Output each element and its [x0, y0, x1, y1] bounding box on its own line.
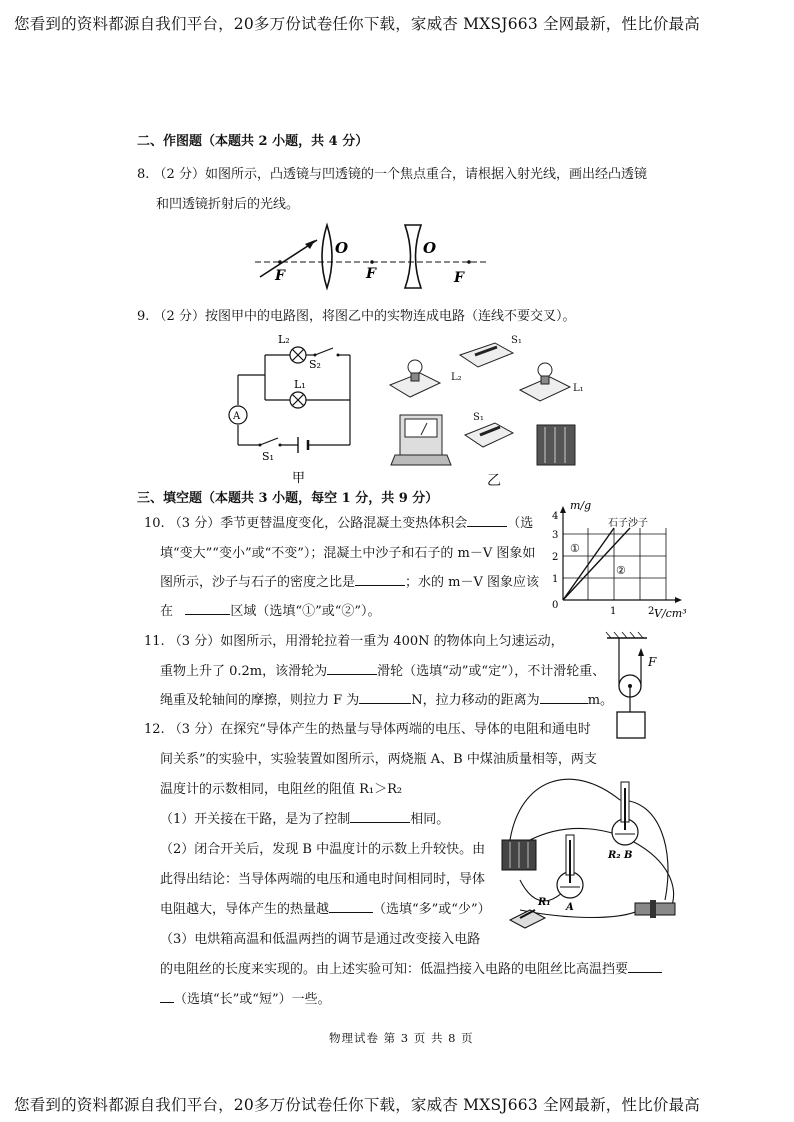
question-12-part1: （1）开关接在干路，是为了控制 相同。 — [160, 812, 450, 827]
page-footer: 物理试卷 第 3 页 共 8 页 — [329, 1031, 474, 1045]
battery-pack — [502, 840, 536, 870]
answer-blank[interactable] — [160, 991, 174, 1003]
section-three-title: 三、填空题（本题共 3 小题，每空 1 分，共 9 分） — [137, 491, 439, 506]
x-tick-label: 1 — [610, 606, 617, 617]
switch-component — [510, 910, 545, 928]
watermark-banner-bottom: 您看到的资料都源自我们平台，20多万份试卷任你下载，家威杏 MXSJ663 全网最新，性比价最高 — [14, 1096, 701, 1114]
lamp-l1-component — [520, 363, 570, 401]
switch-s1-component — [465, 423, 513, 447]
label-l2-yi: L₂ — [451, 372, 462, 383]
label-s1: S₁ — [262, 450, 274, 463]
grid — [563, 528, 666, 600]
answer-blank[interactable] — [628, 961, 662, 973]
answer-blank[interactable] — [327, 663, 377, 675]
lamp-l2-component — [390, 360, 440, 397]
x-axis-arrow-icon — [675, 597, 682, 603]
label-s2: S₂ — [309, 358, 321, 371]
question-10-line2: 填“变大”“变小”或“不变”）；混凝土中沙子和石子的 m－V 图象如 — [160, 546, 536, 561]
question-8-line1: 8. （2 分）如图所示，凸透镜与凹透镜的一个焦点重合，请根据入射光线，画出经凸透镜 — [137, 167, 647, 182]
label-l1-yi: L₁ — [573, 383, 584, 394]
question-12-part3a: （3）电烘箱高温和低温两挡的调节是通过改变接入电路 — [160, 932, 481, 947]
label-s1-yi: S₁ — [473, 412, 484, 423]
y-axis-label: m/g — [570, 499, 592, 512]
question-8-line2: 和凹透镜折射后的光线。 — [156, 197, 300, 212]
label-jia: 甲 — [292, 471, 306, 486]
series-legend: 石子沙子 — [608, 518, 648, 529]
lens-diagram — [255, 220, 495, 290]
lens-label-o: O — [335, 239, 349, 257]
question-12-part3b: 的电阻丝的长度来实现的。由上述实验可知：低温挡接入电路的电阻丝比高温挡要 — [160, 958, 662, 977]
pulley-diagram — [605, 632, 675, 747]
rheostat-component — [635, 900, 675, 918]
force-arrow-icon — [638, 648, 644, 656]
mass-volume-graph — [548, 500, 698, 625]
label-a: A — [566, 902, 574, 913]
x-tick-label: 2 — [648, 606, 655, 617]
section-two-title: 二、作图题（本题共 2 小题，共 4 分） — [137, 134, 369, 149]
y-tick-label: 1 — [552, 574, 559, 585]
y-tick-label: 4 — [552, 511, 559, 522]
answer-blank[interactable] — [355, 574, 405, 586]
flask-b — [612, 782, 638, 845]
y-tick-label: 0 — [552, 600, 559, 611]
switch-s2-component — [460, 343, 513, 367]
label-s1-top: S₁ — [511, 335, 522, 346]
label-r2: R₂ — [608, 850, 621, 861]
y-tick-label: 3 — [552, 530, 559, 541]
label-r1: R₁ — [538, 897, 551, 908]
battery-component — [537, 425, 575, 465]
focus-label: F — [454, 270, 464, 286]
physical-circuit-yi — [385, 325, 595, 495]
convex-lens — [322, 225, 332, 288]
heating-experiment-diagram — [490, 760, 690, 930]
question-12-part2c: 电阻越大，导体产生的热量越 （选填“多”或“少”） — [160, 902, 491, 917]
question-12-line1: 12. （3 分）在探究“导体产生的热量与导体两端的电压、导体的电阻和通电时 — [144, 722, 591, 737]
region-1-label: ① — [570, 542, 580, 555]
y-tick-label: 2 — [552, 552, 559, 563]
question-12-part2b: 此得出结论：当导体两端的电压和通电时间相同时，导体 — [160, 872, 486, 887]
y-axis-arrow-icon — [560, 506, 566, 513]
flask-a — [557, 835, 583, 898]
question-11-line1: 11. （3 分）如图所示，用滑轮拉着一重为 400N 的物体向上匀速运动， — [144, 634, 564, 649]
label-l2: L₂ — [278, 333, 290, 346]
answer-blank[interactable] — [350, 811, 410, 823]
focus-point — [370, 260, 374, 264]
question-12-part2a: （2）闭合开关后，发现 B 中温度计的示数上升较快。由 — [160, 842, 486, 857]
circuit-diagram-jia — [220, 330, 360, 490]
lamp-l1-symbol — [290, 392, 306, 408]
question-12-part3c: （选填“长”或“短”）一些。 — [160, 988, 331, 1007]
answer-blank[interactable] — [185, 603, 230, 615]
question-11-line2: 重物上升了 0.2m，该滑轮为 滑轮（选填“动”或“定”），不计滑轮重、 — [160, 664, 606, 679]
label-b: B — [624, 850, 633, 861]
answer-blank[interactable] — [540, 692, 588, 704]
series-line-shizi — [563, 528, 614, 600]
question-10-line4: 在 区域（选填“①”或“②”）。 — [160, 604, 381, 619]
force-label: F — [648, 655, 657, 669]
focus-label: F — [366, 266, 376, 282]
focus-point — [467, 260, 471, 264]
answer-blank[interactable] — [359, 692, 411, 704]
label-yi: 乙 — [487, 473, 501, 489]
concave-lens — [405, 225, 421, 288]
ammeter-label: A — [233, 411, 241, 422]
focus-label: F — [275, 268, 285, 284]
answer-blank[interactable] — [467, 515, 507, 527]
label-l1: L₁ — [294, 378, 306, 391]
lamp-l2-symbol — [290, 347, 306, 363]
question-11-line3: 绳重及轮轴间的摩擦，则拉力 F 为 N，拉力移动的距离为 m。 — [160, 693, 614, 708]
question-10-line3: 图所示，沙子与石子的密度之比是 ；水的 m－V 图象应该 — [160, 575, 539, 590]
lens-label-o: O — [423, 239, 437, 257]
battery-symbol — [298, 437, 308, 453]
watermark-banner-top: 您看到的资料都源自我们平台，20多万份试卷任你下载，家威杏 MXSJ663 全网最新，性比价最高 — [14, 15, 701, 33]
question-12-line2: 间关系”的实验中，实验装置如图所示，两烧瓶 A、B 中煤油质量相等，两支 — [160, 752, 597, 767]
ammeter-component — [391, 415, 451, 465]
answer-blank[interactable] — [329, 901, 373, 913]
x-axis-label: V/cm³ — [654, 607, 687, 620]
question-9: 9. （2 分）按图甲中的电路图，将图乙中的实物连成电路（连线不要交叉）。 — [137, 309, 576, 324]
question-12-line3: 温度计的示数相同，电阻丝的阻值 R₁＞R₂ — [160, 782, 403, 797]
region-2-label: ② — [616, 564, 626, 577]
question-10-line1: 10. （3 分）季节更替温度变化，公路混凝土变热体积会 （选 — [144, 516, 534, 531]
weight-block — [617, 712, 645, 738]
focus-point — [278, 260, 282, 264]
